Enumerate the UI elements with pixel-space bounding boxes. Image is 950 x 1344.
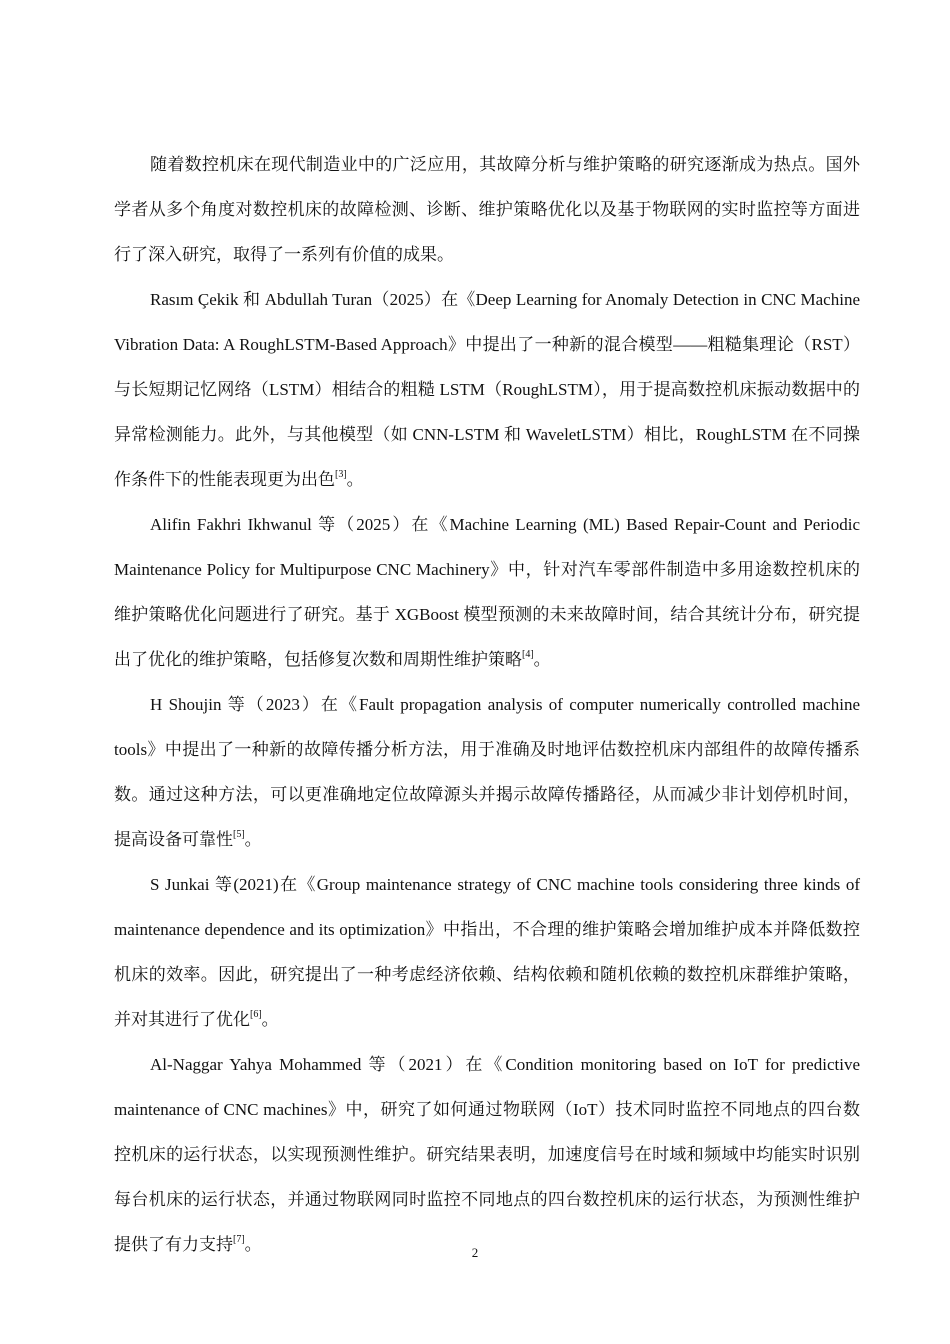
paragraph-text: Rasım Çekik 和 Abdullah Turan（2025）在《Deep Learning for Anomaly Detection in CNC Machine Vibration Data: A RoughLSTM-Based Approach》中提出了一种新的混合模型——粗糙集理论（RST）与长短期记忆网络（LSTM）相结合的粗糙 LSTM（RoughLSTM），用于提高数控机床振动数据中的异常检测能力。此外，与其他模型（如 CNN-LSTM 和 WaveletLSTM）相比，RoughLSTM 在不同操作条件下的性能表现更为出色	[114, 290, 860, 489]
paragraph-intro	[114, 142, 860, 277]
paragraph-tail: 。	[244, 830, 262, 849]
paragraph-text: 随着数控机床在现代制造业中的广泛应用，其故障分析与维护策略的研究逐渐成为热点。国外学者从多个角度对数控机床的故障检测、诊断、维护策略优化以及基于物联网的实时监控等方面进行了深入研究，取得了一系列有价值的成果。	[114, 155, 860, 264]
paragraph-tail: 。	[261, 1010, 279, 1029]
paragraph-shoujin	[114, 682, 860, 862]
paragraph-text: Al-Naggar Yahya Mohammed 等（2021）在《Condition monitoring based on IoT for predictive maintenance of CNC machines》中，研究了如何通过物联网（IoT）技术同时监控不同地点的四台数控机床的运行状态，以实现预测性维护。研究结果表明，加速度信号在时域和频域中均能实时识别每台机床的运行状态，并通过物联网同时监控不同地点的四台数控机床的运行状态，为预测性维护提供了有力支持	[114, 1055, 860, 1254]
paragraph-text: H Shoujin 等（2023）在《Fault propagation analysis of computer numerically controlled machine tools》中提出了一种新的故障传播分析方法，用于准确及时地评估数控机床内部组件的故障传播系数。通过这种方法，可以更准确地定位故障源头并揭示故障传播路径，从而减少非计划停机时间，提高设备可靠性	[114, 695, 860, 849]
paragraph-al-naggar	[114, 1042, 860, 1267]
paragraph-tail: 。	[244, 1235, 262, 1254]
citation-ref: [4]	[522, 649, 534, 661]
document-page	[114, 142, 860, 1267]
citation-ref: [6]	[250, 1009, 262, 1021]
paragraph-ikhwanul	[114, 502, 860, 682]
paragraph-junkai	[114, 862, 860, 1042]
page-number: 2	[471, 1245, 479, 1260]
citation-ref: [7]	[233, 1234, 245, 1246]
citation-ref: [5]	[233, 829, 245, 841]
paragraph-text: Alifin Fakhri Ikhwanul 等（2025）在《Machine Learning (ML) Based Repair-Count and Periodic Maintenance Policy for Multipurpose CNC Machinery》中，针对汽车零部件制造中多用途数控机床的维护策略优化问题进行了研究。基于 XGBoost 模型预测的未来故障时间，结合其统计分布，研究提出了优化的维护策略，包括修复次数和周期性维护策略	[114, 515, 860, 669]
paragraph-tail: 。	[533, 650, 551, 669]
paragraph-tail: 。	[346, 470, 364, 489]
paragraph-text: S Junkai 等(2021)在《Group maintenance strategy of CNC machine tools considering three kinds of maintenance dependence and its optimization》中指出，不合理的维护策略会增加维护成本并降低数控机床的效率。因此，研究提出了一种考虑经济依赖、结构依赖和随机依赖的数控机床群维护策略，并对其进行了优化	[114, 875, 860, 1029]
citation-ref: [3]	[335, 469, 347, 481]
paragraph-cekik-turan	[114, 277, 860, 502]
